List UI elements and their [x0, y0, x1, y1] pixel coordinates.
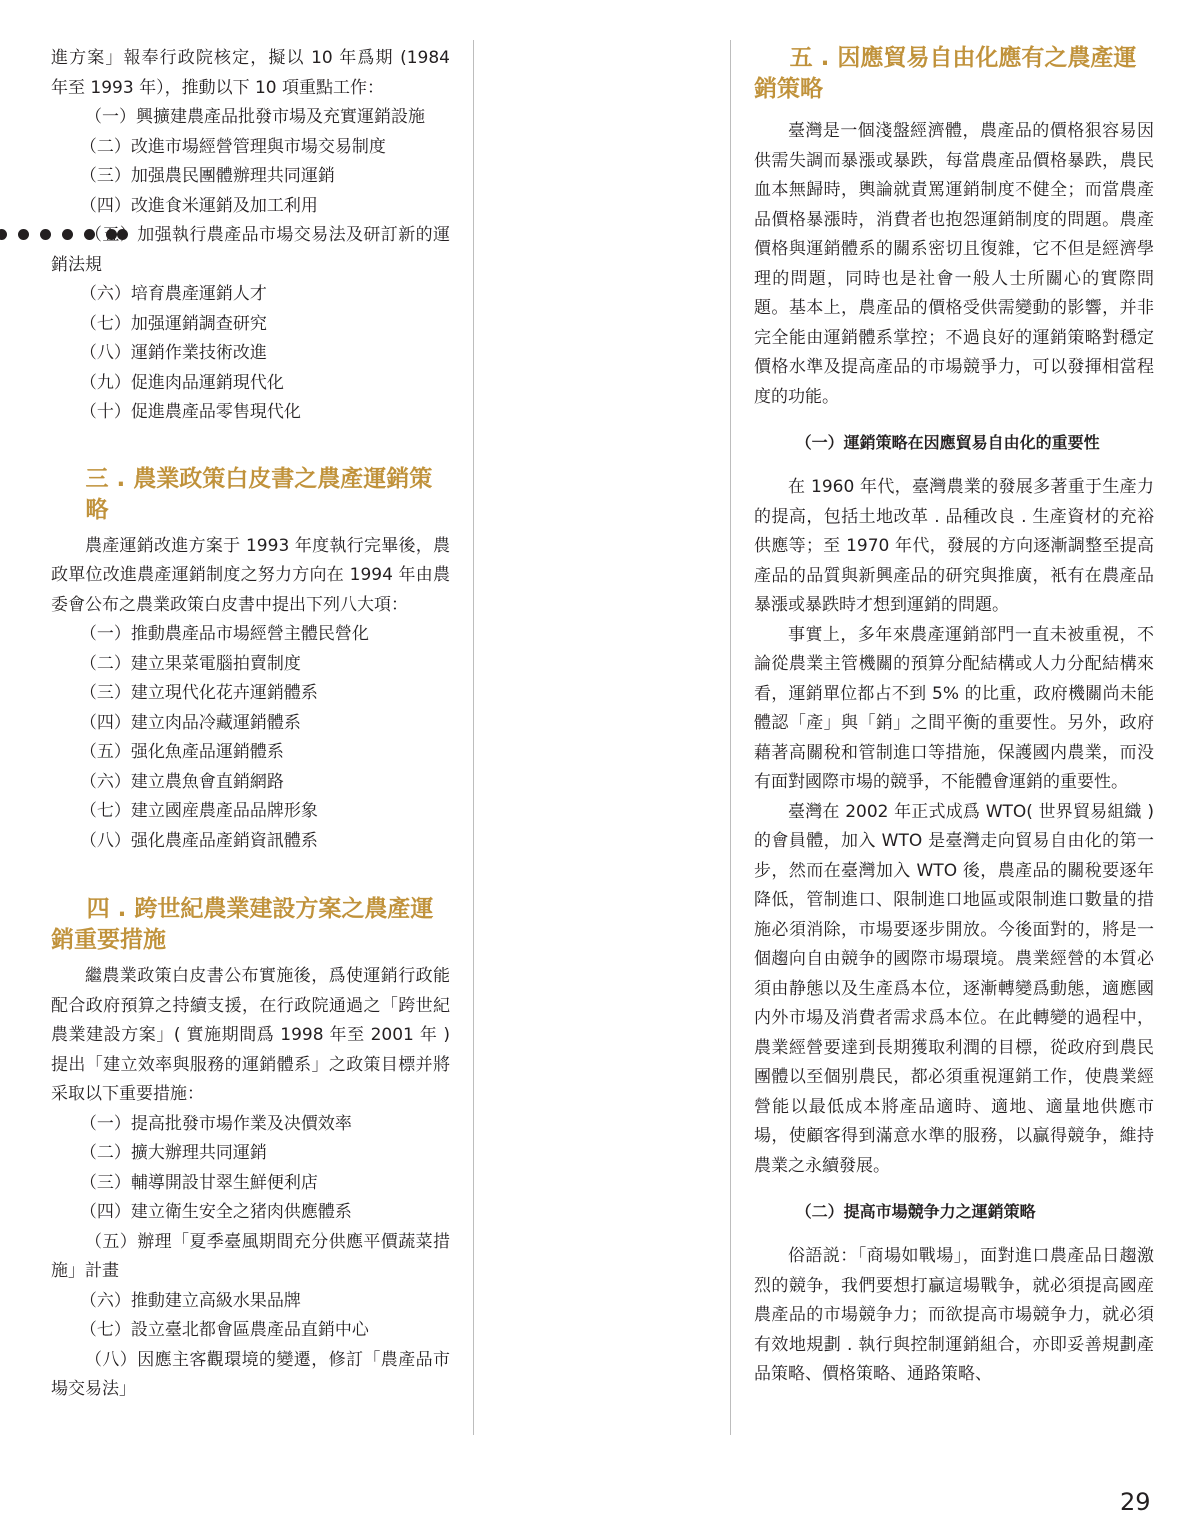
left-column [51, 0, 450, 1405]
list-item: （十）促進農產品零售現代化 [79, 402, 301, 422]
body-paragraph: 在 1960 年代，臺灣農業的發展多著重于生產力的提高，包括土地改革 . 品種改良 . 生產資材的充裕供應等；至 1970 年代，發展的方向逐漸調整至提高產品的品質與新興產品的研究與推廣，衹有在農產品暴漲或暴跌時才想到運銷的問題。 [754, 477, 1154, 615]
list-item: （五）辦理「夏季臺風期間充分供應平價蔬菜措施」計畫 [51, 1231, 450, 1281]
list-item: （九）促進肉品運銷現代化 [79, 372, 284, 393]
list-item: （八）因應主客觀環境的變遷，修訂「農產品市場交易法」 [51, 1349, 450, 1399]
page-number: 29 [1120, 1488, 1151, 1516]
list-item: （五）强化魚產品運銷體系 [79, 742, 284, 762]
list-item: （三）輔導開設甘翠生鮮便利店 [79, 1172, 318, 1193]
list-item: （四）改進食米運銷及加工利用 [79, 195, 318, 216]
list-item: （八）强化農產品產銷資訊體系 [79, 830, 318, 851]
list-item: （六）培育農產運銷人才 [79, 284, 267, 304]
list-item: （六）建立農魚會直銷網路 [79, 771, 284, 792]
list-item: （一）興擴建農產品批發市場及充實運銷設施 [85, 107, 425, 127]
list-item: （四）建立衛生安全之猪肉供應體系 [79, 1202, 352, 1222]
intro-paragraph: 進方案」報奉行政院核定，擬以 10 年爲期 (1984 年至 1993 年），推動以下 10 項重點工作： [51, 48, 450, 98]
list-item: （三）加强農民團體辦理共同運銷 [79, 166, 335, 186]
list-item: （二）改進市場經營管理與市場交易制度 [79, 136, 386, 157]
subsection-heading: （二）提高市場競争力之運銷策略 [795, 1202, 1036, 1221]
right-column [754, 0, 1154, 1390]
list-item: （七）設立臺北都會區農產品直銷中心 [79, 1320, 369, 1340]
column-divider [730, 40, 731, 1435]
list-item: （四）建立肉品冷藏運銷體系 [79, 712, 301, 733]
body-paragraph: 繼農業政策白皮書公布實施後，爲使運銷行政能配合政府預算之持續支援，在行政院通過之「跨世紀農業建設方案」( 實施期間爲 1998 年至 2001 年 ) 提出「建立效率與服務的運銷體系」之政策目標并將采取以下重要措施： [51, 966, 450, 1104]
body-paragraph: 農產運銷改進方案于 1993 年度執行完畢後，農政單位改進農產運銷制度之努力方向在 1994 年由農委會公布之農業政策白皮書中提出下列八大項： [51, 535, 450, 615]
body-paragraph: 事實上，多年來農產運銷部門一直未被重視，不論從農業主管機關的預算分配結構或人力分配結構來看，運銷單位都占不到 5% 的比重，政府機關尚未能體認「產」與「銷」之間平衡的重要性。另外，政府藉著高關稅和管制進口等措施，保護國内農業，而没有面對國際市場的競爭，不能體會運銷的重要性。 [754, 624, 1154, 792]
column-divider [473, 40, 474, 1435]
section-heading: 四 . 跨世紀農業建設方案之農產運銷重要措施 [51, 896, 434, 953]
list-item: （五）加强執行農產品市場交易法及研訂新的運銷法規 [51, 225, 450, 275]
list-item: （六）推動建立高級水果品牌 [79, 1290, 301, 1311]
body-paragraph: 俗語説：「商場如戰場」，面對進口農產品日趨激烈的競争，我們要想打贏這場戰争，就必須提高國産農產品的市場競争力；而欲提高市場競争力，就必須有效地規劃 . 執行與控制運銷組合，亦即妥善規劃產品策略、價格策略、通路策略、 [754, 1246, 1154, 1384]
section-heading: 三 . 農業政策白皮書之農產運銷策略 [85, 465, 433, 523]
list-item: （七）建立國産農產品品牌形象 [79, 801, 318, 821]
list-item: （二）建立果菜電腦拍賣制度 [79, 653, 301, 674]
list-item: （八）運銷作業技術改進 [79, 343, 267, 363]
list-item: （三）建立現代化花卉運銷體系 [79, 683, 318, 703]
list-item: （七）加强運銷調查研究 [79, 313, 267, 334]
list-item: （一）推動農產品市場經營主體民營化 [79, 624, 369, 644]
list-item: （一）提高批發市場作業及决價效率 [79, 1113, 352, 1134]
subsection-heading: （一）運銷策略在因應貿易自由化的重要性 [795, 433, 1100, 452]
body-paragraph: 臺灣是一個淺盤經濟體，農產品的價格狠容易因供需失調而暴漲或暴跌，每當農產品價格暴跌，農民血本無歸時，輿論就責罵運銷制度不健全；而當農產品價格暴漲時，消費者也抱怨運銷制度的問題。農產價格與運銷體系的關系密切且復雜，它不但是經濟學理的問題，同時也是社會一般人士所關心的實際問題。基本上，農產品的價格受供需變動的影響，并非完全能由運銷體系掌控；不過良好的運銷策略對穩定價格水準及提高產品的市場競爭力，可以發揮相當程度的功能。 [754, 121, 1154, 407]
list-item: （二）擴大辦理共同運銷 [79, 1143, 267, 1163]
body-paragraph: 臺灣在 2002 年正式成爲 WTO( 世界貿易組織 ) 的會員體，加入 WTO 是臺灣走向貿易自由化的第一步，然而在臺灣加入 WTO 後，農產品的關稅要逐年降低，管制進口、限制進口地區或限制進口數量的措施必須消除，市場要逐步開放。今後面對的，將是一個趨向自由競争的國際市場環境。農業經營的本質必須由静態以及生產爲本位，逐漸轉變爲動態，適應國内外市場及消費者需求爲本位。在此轉變的過程中，農業經營要達到長期獲取利潤的目標，從政府到農民團體以至個别農民，都必須重視運銷工作，使農業經營能以最低成本將產品適時、適地、適量地供應市場，使顧客得到滿意水準的服務，以贏得競争，維持農業之永續發展。 [754, 801, 1154, 1176]
section-heading: 五 . 因應貿易自由化應有之農產運銷策略 [754, 45, 1137, 102]
